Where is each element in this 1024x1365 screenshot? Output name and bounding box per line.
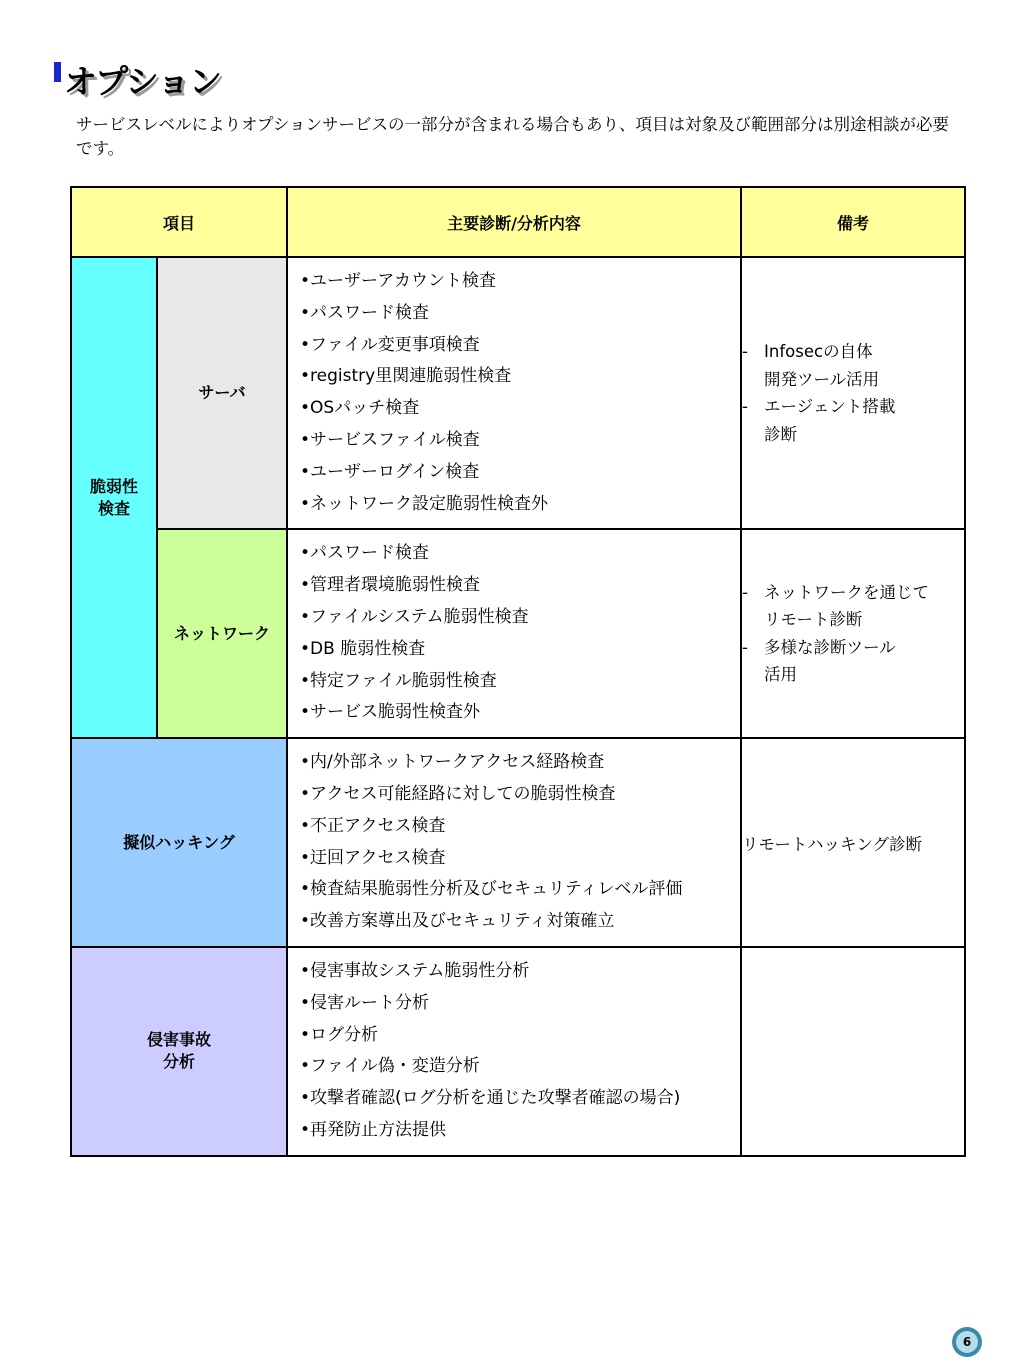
dash-marker: - <box>742 582 748 602</box>
page-number: 6 <box>956 1331 978 1353</box>
list-item: • 管理者環境脆弱性検査 <box>300 570 740 602</box>
options-table <box>70 186 966 1157</box>
server-notes-cell <box>741 257 965 529</box>
list-item: • ネットワーク設定脆弱性検査外 <box>300 489 740 521</box>
table-row <box>71 738 965 947</box>
list-item: • ログ分析 <box>300 1020 740 1052</box>
list-server <box>288 258 740 528</box>
list-item: • パスワード検査 <box>300 538 740 570</box>
note-text: 多様な診断ツール 活用 <box>764 637 896 685</box>
notes-network <box>742 579 964 689</box>
list-item: • 侵害ルート分析 <box>300 988 740 1020</box>
list-item: • ユーザーログイン検査 <box>300 457 740 489</box>
note-item <box>742 579 964 634</box>
table-row <box>71 529 965 738</box>
list-item: • ファイルシステム脆弱性検査 <box>300 602 740 634</box>
category-hacking: 擬似ハッキング <box>71 738 287 947</box>
hacking-note: リモートハッキング診断 <box>741 738 965 947</box>
table-row <box>71 947 965 1156</box>
category-vulnerability: 脆弱性 検査 <box>71 257 157 738</box>
list-item: • アクセス可能経路に対しての脆弱性検査 <box>300 779 740 811</box>
note-item <box>742 393 964 448</box>
list-item: • 検査結果脆弱性分析及びセキュリティレベル評価 <box>300 874 740 906</box>
dash-marker: - <box>742 342 748 362</box>
list-hacking <box>288 739 740 946</box>
incident-note <box>741 947 965 1156</box>
dash-marker: - <box>742 397 748 417</box>
note-item <box>742 338 964 393</box>
list-item: • 再発防止方法提供 <box>300 1115 740 1147</box>
list-item: • 特定ファイル脆弱性検査 <box>300 666 740 698</box>
list-incident <box>288 948 740 1155</box>
network-notes-cell <box>741 529 965 738</box>
list-item: • ファイル変更事項検査 <box>300 330 740 362</box>
hacking-items-cell <box>287 738 741 947</box>
list-item: • パスワード検査 <box>300 298 740 330</box>
note-text: エージェント搭載 診断 <box>764 397 896 444</box>
note-text: ネットワークを通じて リモート診断 <box>764 582 930 630</box>
list-item: • registry里関連脆弱性検査 <box>300 361 740 393</box>
list-item: • OSパッチ検査 <box>300 393 740 425</box>
list-item: • 改善方案導出及びセキュリティ対策確立 <box>300 906 740 938</box>
list-item: • サービスファイル検査 <box>300 425 740 457</box>
list-item: • 不正アクセス検査 <box>300 811 740 843</box>
title-marker <box>54 62 61 82</box>
note-item <box>742 634 964 689</box>
page-number-badge <box>952 1327 982 1357</box>
subcategory-server: サーバ <box>157 257 287 529</box>
table-row <box>71 257 965 529</box>
list-item: • 内/外部ネットワークアクセス経路検査 <box>300 747 740 779</box>
table-header-row <box>71 187 965 257</box>
list-network <box>288 530 740 737</box>
header-item: 項目 <box>71 187 287 257</box>
notes-server <box>742 338 964 448</box>
intro-text: サービスレベルによりオプションサービスの一部分が含まれる場合もあり、項目は対象及び範囲部分は別途相談が必要です。 <box>76 115 950 158</box>
header-notes: 備考 <box>741 187 965 257</box>
list-item: • ユーザーアカウント検査 <box>300 266 740 298</box>
page-title: オプション <box>64 62 222 101</box>
list-item: • 迂回アクセス検査 <box>300 843 740 875</box>
dash-marker: - <box>742 637 748 657</box>
list-item: • ファイル偽・変造分析 <box>300 1051 740 1083</box>
server-items-cell <box>287 257 741 529</box>
category-incident: 侵害事故 分析 <box>71 947 287 1156</box>
list-item: • サービス脆弱性検査外 <box>300 697 740 729</box>
network-items-cell <box>287 529 741 738</box>
list-item: • 攻撃者確認(ログ分析を通じた攻撃者確認の場合) <box>300 1083 740 1115</box>
subcategory-network: ネットワーク <box>157 529 287 738</box>
incident-items-cell <box>287 947 741 1156</box>
header-content: 主要診断/分析内容 <box>287 187 741 257</box>
list-item: • 侵害事故システム脆弱性分析 <box>300 956 740 988</box>
note-text: Infosecの自体 開発ツール活用 <box>764 342 880 389</box>
list-item: • DB 脆弱性検査 <box>300 634 740 666</box>
